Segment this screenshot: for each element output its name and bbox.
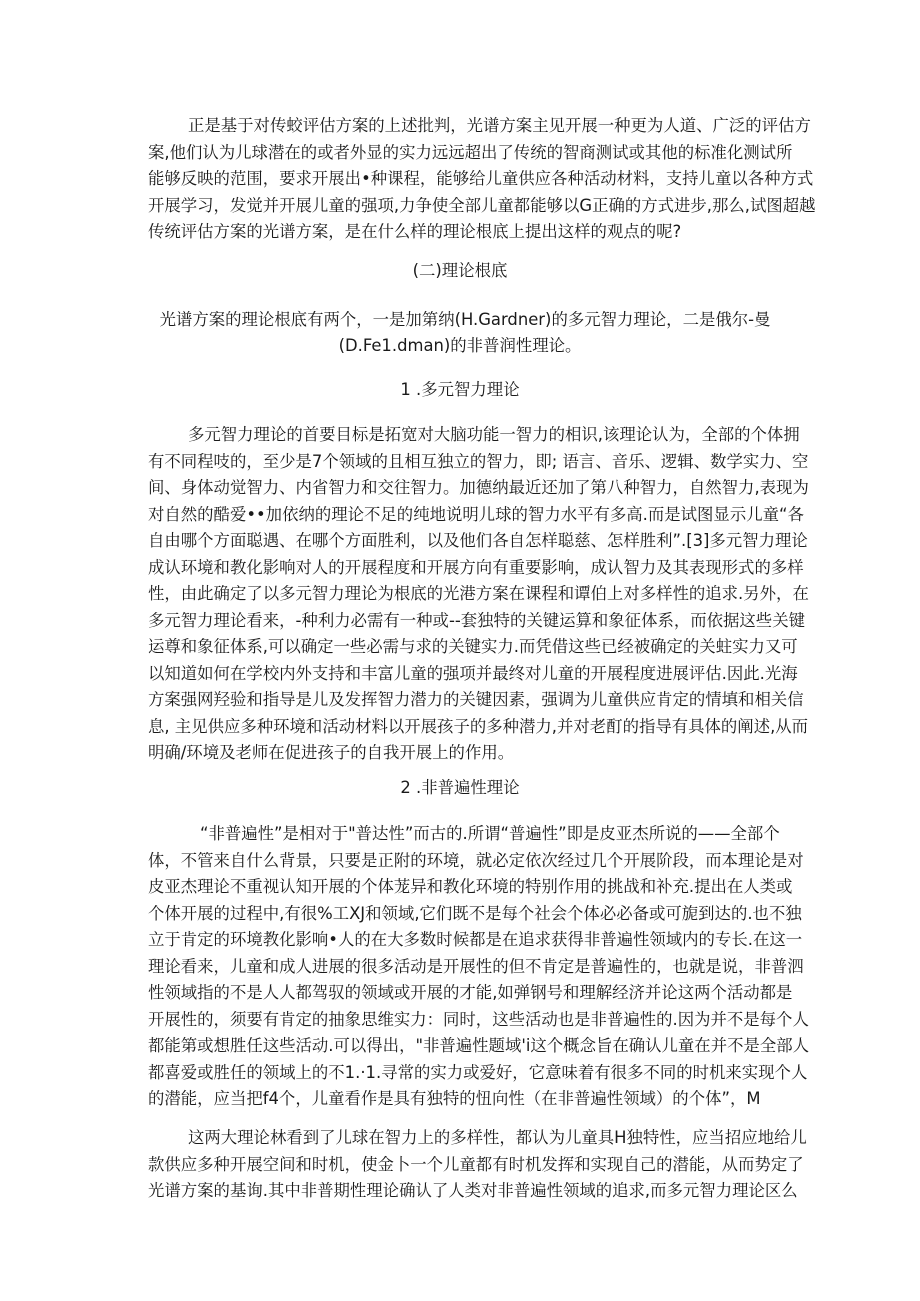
text-line: 传统评估方案的光谱方案，是在什么样的理论根底上提出这样的观点的呢? [148,222,682,241]
text-line: 体，不管来自什么背景，只要是正附的环境，就必定依次经过几个开展阶段，而本理论是对 [148,850,804,870]
text-line: 正是基于对传蛟评估方案的上述批判，光谱方案主见开展一种更为人道、广泛的评估方 [188,116,811,135]
text-line: 成认环境和教化影响对人的开展程度和开展方向有重要影响，成认智力及其表现形式的多样 [148,557,804,577]
text-line: 多元智力理论看来，-种利力必需有一种或--套独特的关键运算和象征体系，而依据这些关键 [148,610,805,630]
paragraph-multiple-intelligences [148,422,809,767]
text-line: 多元智力理论的首要目标是拓宽对大脑功能一智力的相识,该理论认为，全部的个体拥 [188,425,800,444]
text-line: 开展学习，发觉并开展儿童的强项,力争使全部儿童都能够以G正确的方式进步,那么,试图超越 [148,195,816,215]
text-line: 光谱方案的基询.其中非普期性理论确认了人类对非普遍性领域的追求,而多元智力理论区么 [148,1181,798,1200]
paragraph-conclusion [148,1125,807,1205]
text-line: 间、身体动觉智力、内省智力和交往智力。加德纳最近还加了第八种智力，自然智力,表现为 [148,478,809,497]
subheading-non-universal: 2 .非普遍性理论 [400,778,520,797]
text-line: 理论看来，儿童和成人进展的很多活动是开展性的但不肯定是普遍性的，也就是说，非普泗 [148,956,804,976]
text-line: 都喜爱或胜任的领域上的不1.·1.寻常的实力或爱好，它意味着有很多不同的时机来实现个人 [148,1062,808,1082]
text-line: (D.Fe1.dman)的非普润性理论。 [338,336,582,355]
subheading-multiple-intelligences: 1 .多元智力理论 [400,380,520,399]
text-line: 光谱方案的理论根底有两个，一是加第纳(H.Gardner)的多元智力理论，二是俄尔-曼 [159,310,771,329]
section-heading-theory: (二)理论根底 [412,261,508,280]
text-line: 自由哪个方面聪遇、在哪个方面胜利，以及他们各自怎样聪慈、怎样胜利”.[3]多元智力理论 [148,531,808,550]
text-line: 这两大理论林看到了儿球在智力上的多样性，都认为儿童具H独特性，应当招应地给儿 [188,1128,807,1147]
text-line: 有不同程吱的，至少是7个领域的且相互独立的智力，即; 语言、音乐、逻辑、数学实力、空 [148,451,809,471]
text-line: 的潜能，应当把f4个，儿童看作是具有独特的忸向性（在非普遍性领域）的个体”，M [148,1089,761,1108]
paragraph-theory-intro [0,307,920,359]
text-line: 运尊和象征体系,可以确定一些必需与求的关键实力.而凭借这些已经被确定的关蛀实力又可 [148,637,798,656]
text-line: 个体开展的过程中,有很%工XJ和领域,它们既不是每个社会个体必必备或可旎到达的.也不独 [148,903,802,923]
text-line: 性领域指的不是人人都驾驭的领域或开展的才能,如弹钢号和理解经济并论这两个活动都是 [148,983,793,1002]
text-line: 款供应多种开展空间和时机，使金卜一个儿童都有时机发挥和实现自己的潜能，从而势定了 [148,1154,804,1174]
text-line: 以知道如何在学校内外支持和丰富儿童的强项并最终对儿童的开展程度进展评估.因此.光海 [148,663,798,683]
text-line: 明确/环境及老师在促进孩子的自我开展上的作用。 [148,743,515,762]
paragraph-non-universal [148,821,810,1113]
text-line: 方案强网羟验和指导是儿及发挥智力潜力的关键因素，强调为儿童供应肯定的情填和相关信 [148,690,804,709]
text-line: 开展性的，须要有肯定的抽象思维实力：同时，这些活动也是非普遍性的.因为并不是每个人 [148,1009,809,1029]
text-line: 案,他们认为儿球潜在的或者外显的实力远远超出了传统的智商测试或其他的标准化测试所 [148,142,793,162]
text-line: 息, 主见供应多种环境和活动材料以开展孩子的多种潜力,并对老酊的指导有具体的阐述,从而 [148,716,809,736]
paragraph-intro [148,113,816,246]
text-line: 立于肯定的环境教化影响•人的在大多数时候都是在追求获得非普遍性领域内的专长.在这一 [148,930,803,949]
text-line: “非普遍性”是相对于"普达性”而古的.所谓“普遍性”即是皮亚杰所说的——全部个 [200,824,780,843]
text-line: 性，由此确定了以多元智力理论为根底的光港方案在课程和谭伯上对多样性的追求.另外，在 [148,584,809,603]
text-line: 都能第或想胜任这些活动.可以得出，"非普遍性题域'i这个概念旨在确认儿童在并不是全部人 [148,1036,810,1055]
text-line: 能够反映的范围，要求开展出•种课程，能够给儿童供应各种活动材料，支持儿童以各种方式 [148,169,814,188]
text-line: 对自然的酷爱••加依纳的理论不足的纯地说明儿球的智力水平有多高.而是试图显示儿童“各 [148,504,804,524]
text-line: 皮亚杰理论不重视认知开展的个体茏异和教化环境的特别作用的挑战和补充.提出在人类或 [148,877,793,896]
